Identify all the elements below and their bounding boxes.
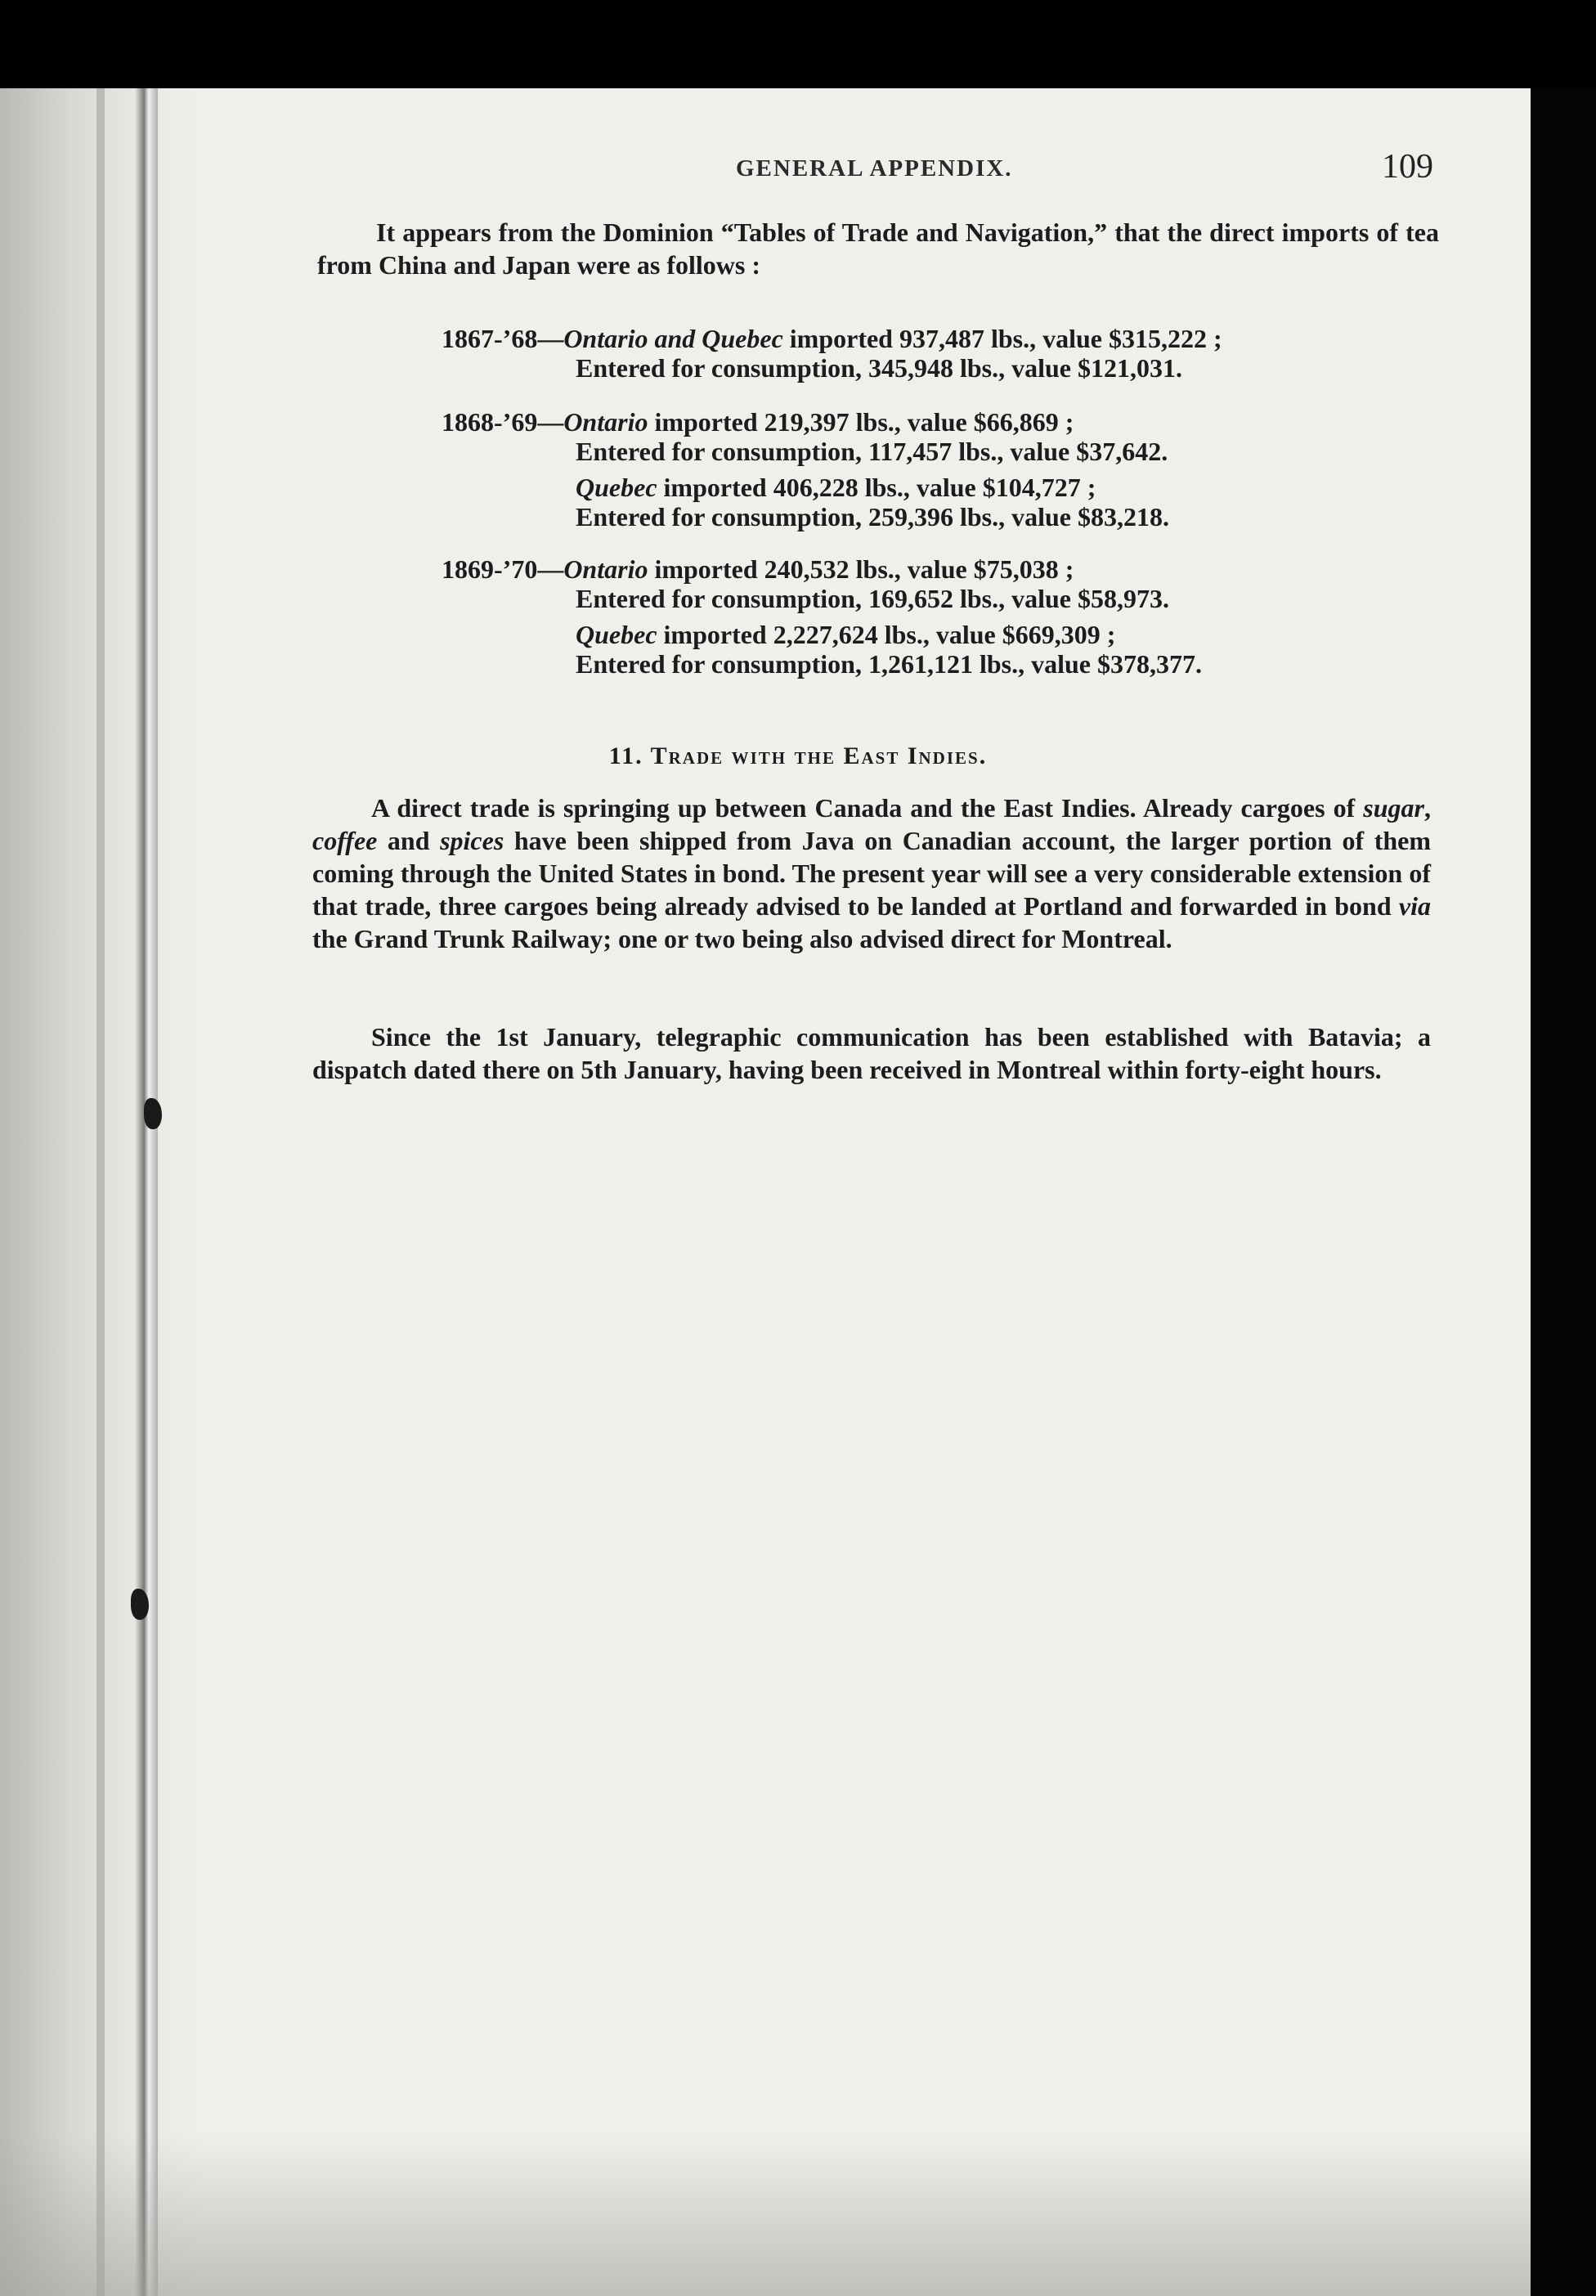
page-number: 109 [1382, 148, 1433, 186]
entry-line [442, 407, 1169, 437]
emphasis-coffee: coffee [312, 826, 378, 855]
entry-region: Ontario [563, 554, 648, 584]
intro-paragraph: It appears from the Dominion “Tables of Trade and Navigation,” that the direct imports of tea from China and Japan were as follows : [317, 217, 1439, 280]
entry-consumption: Entered for consumption, 117,457 lbs., value $37,642. [576, 437, 1168, 466]
entry-year: 1868-’69— [442, 407, 564, 437]
telegraph-paragraph: Since the 1st January, telegraphic communication has been established with Batavia; a dispatch dated there on 5th January, having been received in Montreal within forty-eight hours. [312, 1022, 1431, 1084]
entry-imported-2: imported 2,227,624 lbs., value $669,309 ; [657, 620, 1116, 649]
entry-imported: imported 937,487 lbs., value $315,222 ; [782, 324, 1222, 353]
running-header: GENERAL APPENDIX. [736, 155, 1013, 182]
section-heading: 11. Trade with the East Indies. [608, 742, 988, 769]
scanned-page [0, 88, 1531, 2296]
emphasis-sugar: sugar [1363, 793, 1424, 823]
entry-imported-2: imported 406,228 lbs., value $104,727 ; [657, 473, 1096, 502]
entry-consumption: Entered for consumption, 345,948 lbs., value $121,031. [576, 353, 1182, 383]
entry-year: 1869-’70— [442, 554, 564, 584]
text-run: A direct trade is springing up between Canada and the East Indies. Already cargoes of [371, 793, 1364, 823]
emphasis-spices: spices [440, 826, 504, 855]
entry-region-2: Quebec [576, 473, 657, 502]
entry-line [442, 554, 1202, 584]
emphasis-via: via [1398, 891, 1431, 921]
entry-imported: imported 240,532 lbs., value $75,038 ; [648, 554, 1074, 584]
entry-region: Ontario [563, 407, 648, 437]
entry-line-2 [442, 473, 1169, 502]
entry-year: 1867-’68— [442, 324, 564, 353]
entry-consumption-2: Entered for consumption, 1,261,121 lbs., value $378,377. [576, 649, 1202, 679]
text-run: the Grand Trunk Railway; one or two being also advised direct for Montreal. [312, 924, 1172, 953]
east-indies-paragraph [312, 791, 1431, 955]
entry-consumption: Entered for consumption, 169,652 lbs., value $58,973. [576, 584, 1169, 613]
text-run: and [377, 826, 441, 855]
page-content [0, 88, 1531, 2296]
entry-region: Ontario and Quebec [563, 324, 783, 353]
entry-line [442, 324, 1222, 353]
entry-imported: imported 219,397 lbs., value $66,869 ; [648, 407, 1074, 437]
scan-border [1531, 88, 1596, 2296]
import-entry-1868-69 [442, 407, 1169, 531]
text-run: , [1424, 793, 1431, 823]
entry-consumption-2: Entered for consumption, 259,396 lbs., value $83,218. [576, 502, 1169, 531]
entry-region-2: Quebec [576, 620, 657, 649]
import-entry-1867-68 [442, 324, 1222, 383]
import-entry-1869-70 [442, 554, 1202, 679]
text-run: have been shipped from Java on Canadian account, the larger portion of them coming through the United States in bond. The present year will see a very considerable extension of that trade, three cargoes being already advised to be landed at Portland and forwarded in bond [312, 826, 1432, 921]
entry-line-2 [442, 620, 1202, 649]
